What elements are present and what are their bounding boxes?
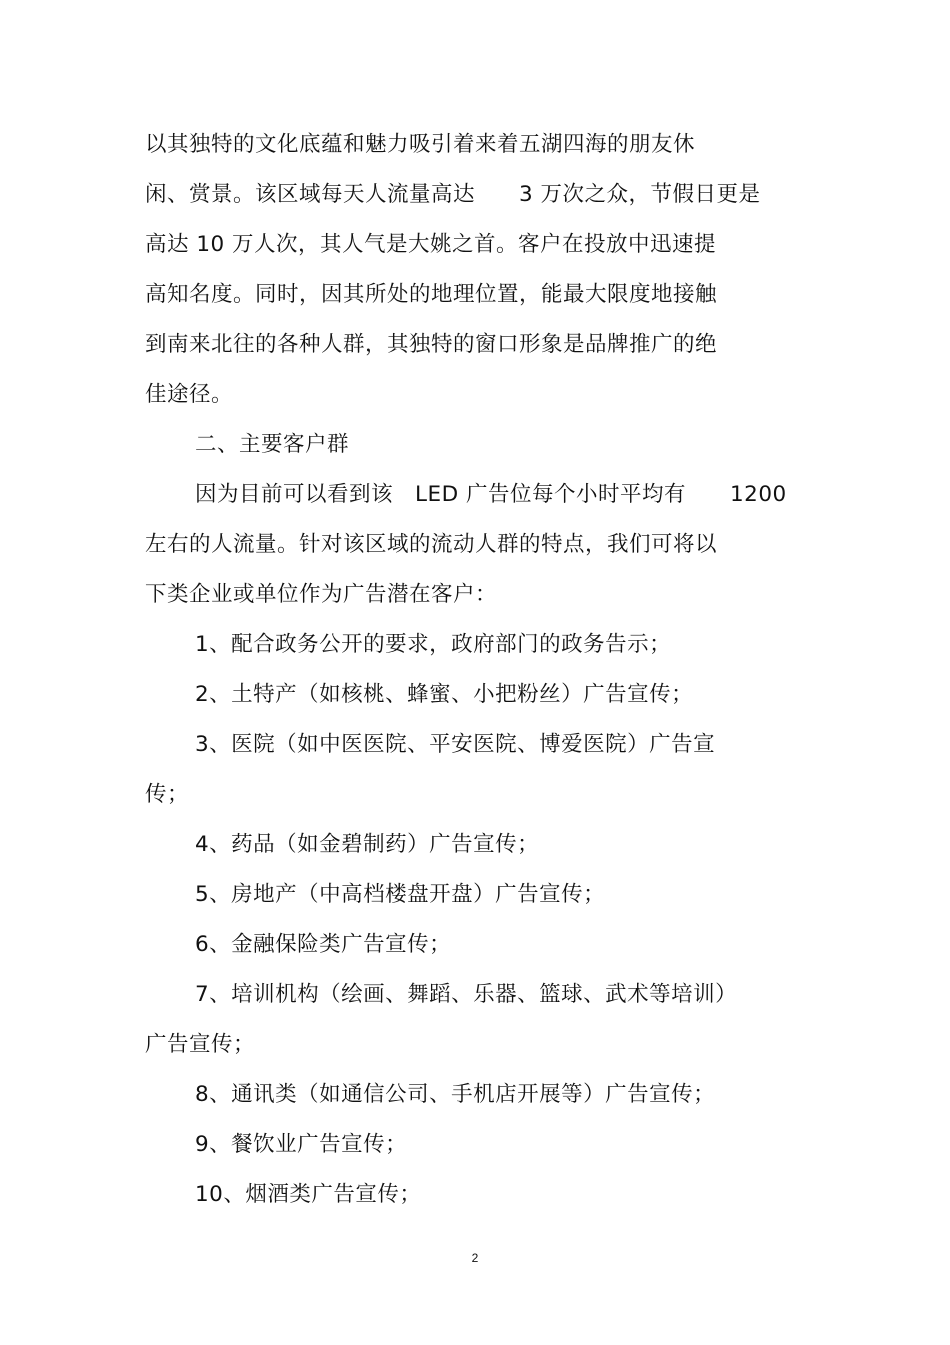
list-item: 3、医院（如中医医院、平安医院、博爱医院）广告宣 bbox=[195, 732, 716, 757]
list-item: 4、药品（如金碧制药）广告宣传； bbox=[195, 832, 540, 857]
paragraph-line: 闲、赏景。该区域每天人流量高达 3 万次之众，节假日更是 bbox=[145, 182, 761, 207]
paragraph-line: 以其独特的文化底蕴和魅力吸引着来着五湖四海的朋友休 bbox=[145, 132, 696, 157]
list-item-continuation: 广告宣传； bbox=[145, 1032, 256, 1057]
list-item: 6、金融保险类广告宣传； bbox=[195, 932, 452, 957]
section-heading: 二、主要客户群 bbox=[195, 432, 350, 457]
paragraph-line: 到南来北往的各种人群，其独特的窗口形象是品牌推广的绝 bbox=[145, 332, 718, 357]
paragraph-line: 左右的人流量。针对该区域的流动人群的特点，我们可将以 bbox=[145, 532, 718, 557]
list-item: 7、培训机构（绘画、舞蹈、乐器、篮球、武术等培训） bbox=[195, 982, 738, 1007]
paragraph-line: 高知名度。同时，因其所处的地理位置，能最大限度地接触 bbox=[145, 282, 718, 307]
list-item: 9、餐饮业广告宣传； bbox=[195, 1132, 408, 1157]
list-item-continuation: 传； bbox=[145, 782, 190, 807]
list-item: 10、烟酒类广告宣传； bbox=[195, 1182, 422, 1207]
paragraph-line: 高达 10 万人次，其人气是大姚之首。客户在投放中迅速提 bbox=[145, 232, 717, 257]
paragraph-line: 下类企业或单位作为广告潜在客户： bbox=[145, 582, 498, 607]
list-item: 2、土特产（如核桃、蜂蜜、小把粉丝）广告宣传； bbox=[195, 682, 694, 707]
page-number: 2 bbox=[471, 1251, 479, 1265]
list-item: 8、通讯类（如通信公司、手机店开展等）广告宣传； bbox=[195, 1082, 716, 1107]
paragraph-line: 因为目前可以看到该 LED 广告位每个小时平均有 1200 bbox=[195, 482, 787, 507]
paragraph-line: 佳途径。 bbox=[145, 382, 234, 407]
list-item: 1、配合政务公开的要求，政府部门的政务告示； bbox=[195, 632, 672, 657]
list-item: 5、房地产（中高档楼盘开盘）广告宣传； bbox=[195, 882, 606, 907]
